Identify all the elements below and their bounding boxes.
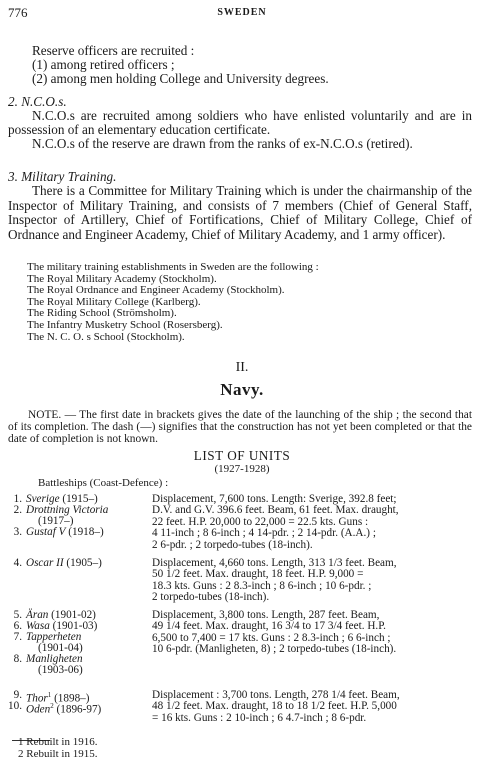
- unit-number: 1.: [13, 493, 22, 505]
- unit-name: Gustaf V (1918–): [26, 526, 104, 538]
- unit-number: 6.: [13, 620, 22, 632]
- unit-description-4: Displacement, 4,660 tons. Length, 313 1/3 feet. Beam, 50 1/2 feet. Max. draught, 18 feet. H.P. 9,000 = 18.3 kts. Guns : 2 8.3-inch ; 8 6-inch ; 10 6-pdr. ; 2 torpedo-tubes (18-inch).: [152, 557, 397, 604]
- unit-name: Sverige (1915–): [26, 493, 98, 505]
- unit-number: 8.: [13, 653, 22, 665]
- establishment-item: The Royal Ordnance and Engineer Academy (Stockholm).: [27, 284, 285, 297]
- section-roman-numeral: II.: [235, 360, 249, 375]
- running-title: SWEDEN: [217, 7, 267, 18]
- unit-name: Wasa (1901-03): [26, 620, 98, 632]
- page-number: 776: [8, 5, 28, 20]
- unit-name: Drottning Victoria: [26, 504, 109, 516]
- unit-name: Thor$^1$ (1898–): [26, 691, 90, 705]
- unit-number: 10.: [8, 700, 22, 712]
- unit-number: 5.: [13, 609, 22, 621]
- establishment-item: The Royal Military Academy (Stockholm).: [27, 272, 217, 285]
- unit-description-1-3: Displacement, 7,600 tons. Length: Sverige, 392.8 feet; D.V. and G.V. 396.6 feet. Beam, 61 feet. Max. draught, 22 feet. H.P. 20,000 to 22,000 = 22.5 kts. Guns : 4 11-inch ; 8 6-inch ; 4 14-pdr. ; 2 14-pdr. (A.A.) ; 2 6-pdr. ; 2 torpedo-tubes (18-inch).: [152, 493, 399, 551]
- unit-name: Tapperheten: [26, 631, 82, 643]
- section-title-navy: Navy.: [220, 380, 264, 399]
- nco-paragraph-1: N.C.O.s are recruited among soldiers who have enlisted voluntarily and are in possession of an elementary education certificate.: [8, 108, 472, 137]
- nco-paragraph-2: N.C.O.s of the reserve are drawn from the ranks of ex-N.C.O.s (retired).: [32, 136, 413, 151]
- reserve-item-2: (2) among men holding College and University degrees.: [32, 71, 329, 86]
- category-battleships: Battleships (Coast-Defence) :: [38, 477, 169, 489]
- training-heading: 3. Military Training.: [8, 169, 117, 184]
- list-of-units-title: LIST OF UNITS: [193, 448, 291, 463]
- reserve-item-1: (1) among retired officers ;: [32, 57, 175, 72]
- unit-dates: (1901-04): [38, 642, 83, 654]
- unit-name: Oden$^2$ (1896-97): [26, 702, 102, 716]
- nco-heading: 2. N.C.O.s.: [8, 94, 67, 109]
- footnote-1: 1 Rebuilt in 1916.: [18, 736, 98, 748]
- unit-dates: (1917–): [38, 515, 74, 527]
- establishment-item: The Royal Military College (Karlberg).: [27, 295, 201, 308]
- unit-number: 9.: [13, 689, 22, 701]
- establishments-intro: The military training establishments in Sweden are the following :: [27, 261, 319, 273]
- footnote-2: 2 Rebuilt in 1915.: [18, 748, 98, 760]
- navy-note: NOTE. — The first date in brackets gives the date of the launching of the ship ; the second that of its completion. The dash (—) signifies that the construction has not yet been completed or that the date of completion is not known.: [8, 409, 472, 445]
- unit-number: 3.: [13, 526, 22, 538]
- unit-number: 2.: [13, 504, 22, 516]
- unit-name: Äran (1901-02): [26, 609, 96, 621]
- unit-description-9-10: Displacement : 3,700 tons. Length, 278 1/4 feet. Beam, 48 1/2 feet. Max. draught, 18 to 18 1/2 feet. H.P. 5,000 = 16 kts. Guns : 2 10-inch ; 6 4.7-inch ; 8 6-pdr.: [152, 689, 400, 724]
- establishments-block: [27, 262, 319, 343]
- unit-number: 7.: [13, 631, 22, 643]
- establishment-item: The Infantry Musketry School (Rosersberg).: [27, 318, 223, 331]
- reserve-officers-intro: Reserve officers are recruited :: [32, 43, 195, 58]
- unit-name: Oscar II (1905–): [26, 557, 102, 569]
- list-of-units-years: (1927-1928): [214, 463, 270, 475]
- establishment-item: The Riding School (Strömsholm).: [27, 307, 177, 320]
- unit-name: Manligheten: [26, 653, 83, 665]
- establishment-item: The N. C. O. s School (Stockholm).: [27, 330, 185, 343]
- unit-description-5-8: Displacement, 3,800 tons. Length, 287 feet. Beam, 49 1/4 feet. Max. draught, 16 3/4 to 17 3/4 feet. H.P. 6,500 to 7,400 = 17 kts. Guns : 2 8.3-inch ; 6 6-inch ; 10 6-pdr. (Manligheten, 8) ; 2 torpedo-tubes (18-inch).: [152, 609, 397, 656]
- unit-dates: (1903-06): [38, 664, 83, 676]
- training-paragraph: There is a Committee for Military Training which is under the chairmanship of the Inspector of Military Training, and consists of 7 members (Chief of General Staff, Inspector of Artillery, Chief of Fortifications, Chief of Military College, Chief of Ordnance and Engineer Academy, Chief of Military Academy, and 1 army officer).: [8, 183, 472, 242]
- unit-number: 4.: [13, 557, 22, 569]
